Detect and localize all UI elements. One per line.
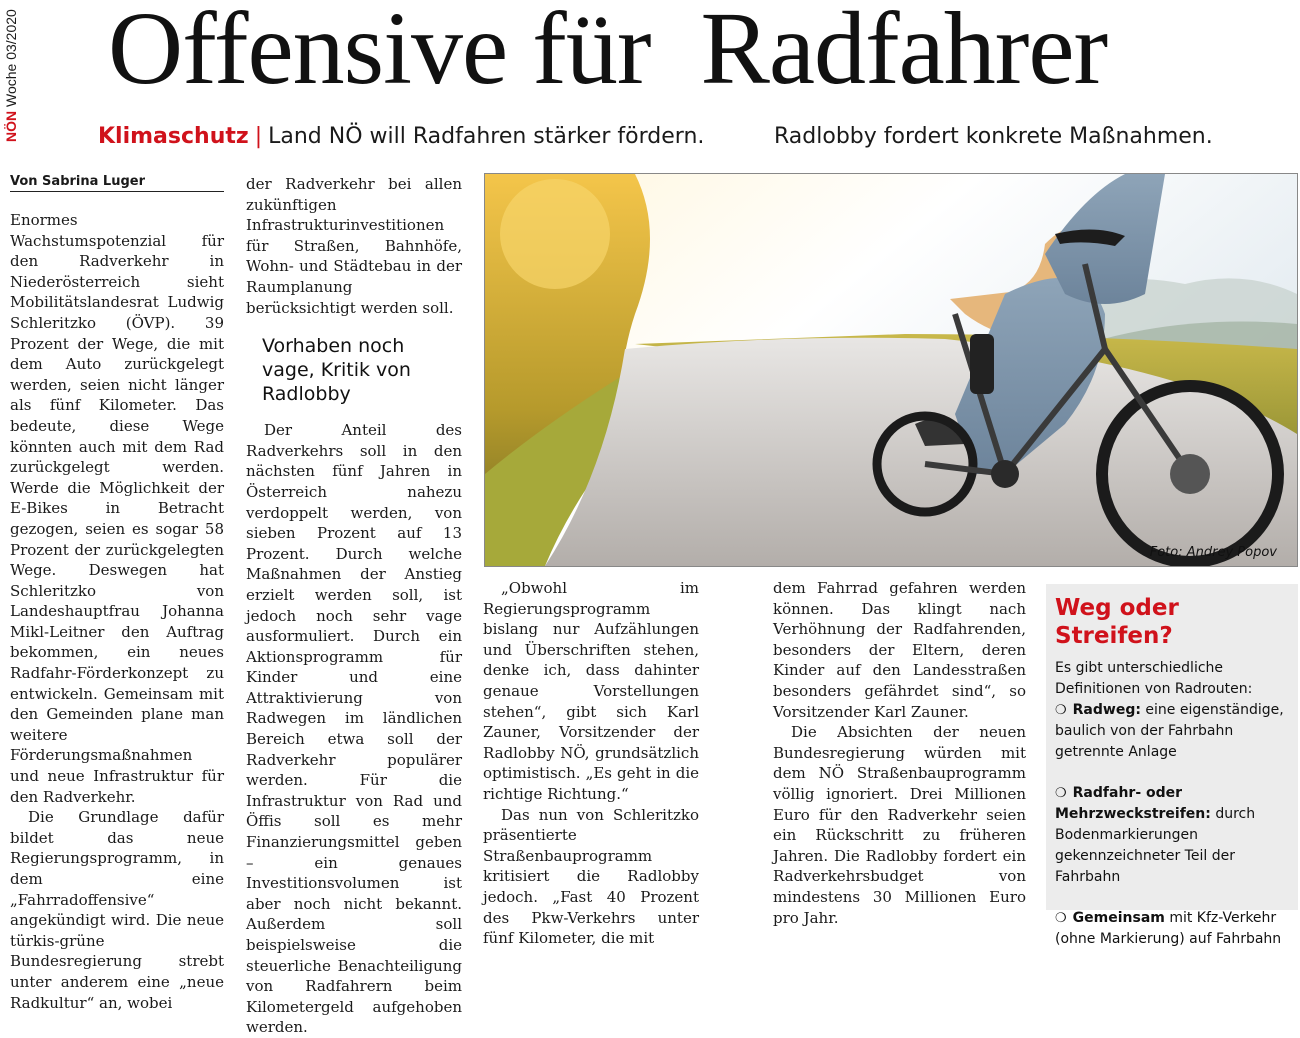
brand-logo: NÖN [3,110,19,142]
paragraph: „Obwohl im Regierungsprogramm bislang nur Aufzählungen und Überschriften stehen, denke ich, dass dahinter genaue Vorstellungen stehen“, gibt sich Karl Zauner, Vorsitzender der Radlobby NÖ, grundsätzlich optimistisch. „Es geht in die richtige Richtung.“ [483,579,699,803]
paragraph: Das nun von Schleritzko präsentierte Straßenbauprogramm kritisiert die Radlobby jedoch. „Fast 40 Prozent des Pkw-Verkehrs unter fünf Kilometer, die mit [483,805,699,948]
paragraph: Die Grundlage dafür bildet das neue Regierungsprogramm, in dem eine „Fahrradoffensive“ angekündigt wird. Die neue türkis-grüne Bundesregierung strebt unter anderem eine „neue Radkultur“ an, wobei [10,808,224,1012]
subline-right: Radlobby fordert konkrete Maßnahmen. [774,124,1213,149]
info-box-item: ❍ Radweg: eine eigenständige, baulich von der Fahrbahn getrennte Anlage [1055,702,1284,760]
photo-credit: Foto: Andrey Popov [1149,545,1277,560]
issue-sidemark [0,10,28,140]
article-column-3 [483,578,699,949]
info-definition: mit Kfz-Verkehr (ohne Markierung) auf Fahrbahn [1055,910,1282,947]
author-byline: Von Sabrina Luger [10,174,224,192]
info-definition: eine eigenständige, baulich von der Fahrbahn getrennte Anlage [1055,702,1284,760]
article-subheading: Vorhaben noch vage, Kritik von Radlobby [262,335,411,406]
paragraph: der Radverkehr bei allen zukünftigen Infrastrukturinvestitionen für Straßen, Bahnhöfe, Wohn- und Städtebau in der Raumplanung berücksichtigt werden soll. [246,175,462,317]
circle-bullet-icon: ❍ [1055,703,1067,718]
circle-bullet-icon: ❍ [1055,786,1067,801]
kicker: Klimaschutz [98,124,249,149]
paragraph: Enormes Wachstumspotenzial für den Radverkehr in Niederösterreich sieht Mobilitätslandesrat Ludwig Schleritzko (ÖVP). 39 Prozent der Wege, die mit dem Auto zurückgelegt werden, seien nicht länger als fünf Kilometer. Das bedeute, diese Wege könnten auch mit dem Rad zurückgelegt werden. Werde die Möglichkeit der E-Bikes in Betracht gezogen, seien es sogar 58 Prozent der zurückgelegten Wege. Deswegen hat Schleritzko von Landeshauptfrau Johanna Mikl-Leitner den Auftrag bekommen, ein neues Radfahr-Förderkonzept zu entwickeln. Gemeinsam mit den Gemeinden plane man weitere Förderungsmaßnahmen und neue Infrastruktur für den Radverkehr. [10,211,224,806]
article-column-4 [773,578,1026,928]
info-box-title: Weg oder Streifen? [1055,595,1179,649]
info-box-item: ❍ Radfahr- oder Mehrzweckstreifen: durch Bodenmarkierungen gekennzeichneter Teil der Fahrbahn [1055,785,1256,885]
info-term: Radweg [1072,702,1136,718]
headline: Offensive für Radfahrer [108,0,1108,106]
info-definition: durch Bodenmarkierungen gekennzeichneter Teil der Fahrbahn [1055,806,1256,885]
info-box-item [1055,908,1290,950]
kicker-separator: | [254,124,263,149]
info-term: Gemeinsam [1072,910,1165,926]
circle-bullet-icon: ❍ [1055,911,1067,926]
paragraph: dem Fahrrad gefahren werden können. Das klingt nach Verhöhnung der Radfahrenden, besonders der Eltern, deren Kinder auf den Landesstraßen besonders gefährdet sind“, so Vorsitzender Karl Zauner. [773,579,1026,721]
info-box-intro: Es gibt unterschiedliche Definitionen von Radrouten: [1055,660,1253,697]
bicycle-illustration [485,174,1297,566]
subline [98,121,1298,153]
bicycle-photo [484,173,1298,567]
article-column-2 [246,174,462,1038]
article-column-1 [10,210,224,1013]
paragraph: Die Absichten der neuen Bundesregierung würden mit dem NÖ Straßenbauprogramm völlig ignoriert. Drei Millionen Euro für den Radverkehr seien ein Rückschritt zu früheren Jahren. Die Radlobby fordert ein Radverkehrsbudget von mindestens 30 Millionen Euro pro Jahr. [773,723,1026,927]
info-term: Radfahr- oder Mehrzweckstreifen [1055,785,1206,822]
subline-left: Land NÖ will Radfahren stärker fördern. [268,124,705,149]
info-box [1046,584,1298,947]
issue-label: Woche 03/2020 [3,9,19,107]
paragraph: Der Anteil des Radverkehrs soll in den nächsten fünf Jahren in Österreich nahezu verdoppelt werden, von sieben Prozent auf 13 Prozent. Durch welche Maßnahmen der Anstieg erzielt werden soll, ist jedoch noch sehr vage ausformuliert. Durch ein Aktionsprogramm für Kinder und eine Attraktivierung von Radwegen im ländlichen Bereich etwa soll der Radverkehr populärer werden. Für die Infrastruktur von Rad und Öffis soll es mehr Finanzierungsmittel geben – ein genaues Investitionsvolumen ist aber noch nicht bekannt. Außerdem soll beispielsweise die steuerliche Benachteiligung von Radfahrern beim Kilometergeld aufgehoben werden. [246,421,462,1037]
